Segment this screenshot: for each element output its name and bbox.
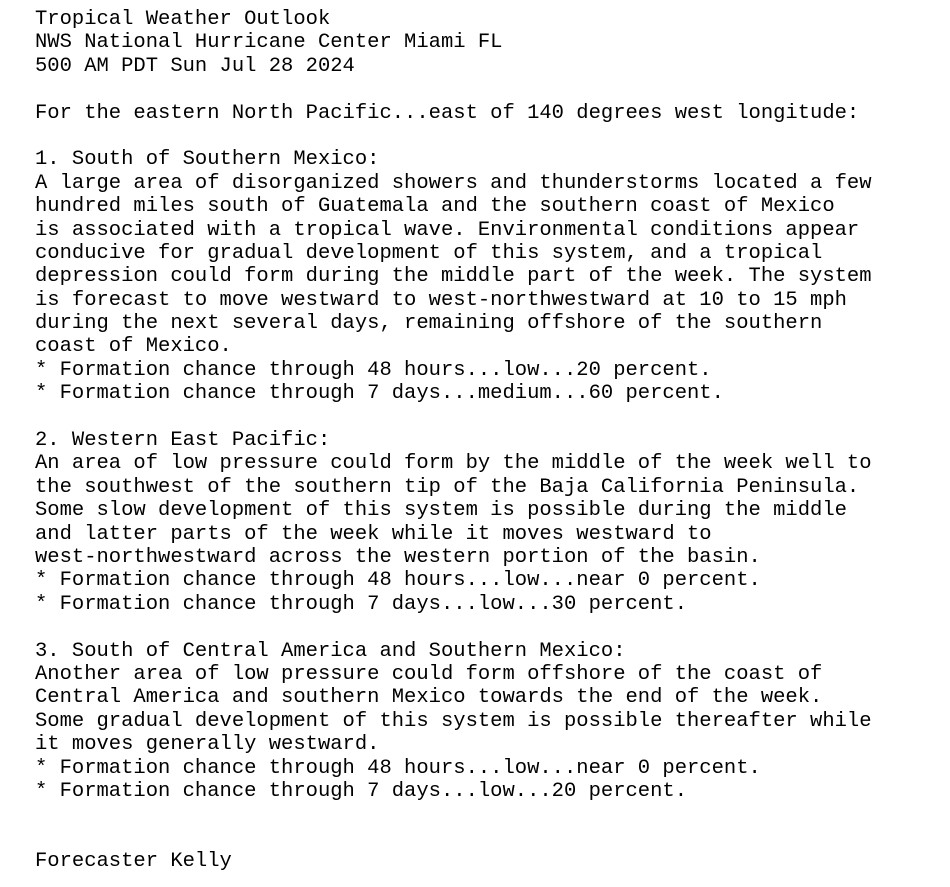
text-line: hundred miles south of Guatemala and the southern coast of Mexico — [35, 195, 835, 219]
text-line: Some gradual development of this system is possible thereafter while — [35, 709, 872, 733]
text-line: is forecast to move westward to west-northwestward at 10 to 15 mph — [35, 288, 847, 312]
outlook-text — [35, 8, 872, 873]
text-line: and latter parts of the week while it moves westward to — [35, 522, 712, 546]
text-line: Central America and southern Mexico towards the end of the week. — [35, 686, 823, 710]
text-line — [35, 827, 872, 850]
text-line: 500 AM PDT Sun Jul 28 2024 — [35, 54, 355, 78]
text-line: * Formation chance through 7 days...medium...60 percent. — [35, 382, 724, 406]
text-line: is associated with a tropical wave. Environmental conditions appear — [35, 218, 860, 242]
text-line: Another area of low pressure could form offshore of the coast of — [35, 662, 823, 686]
text-line: it moves generally westward. — [35, 733, 380, 757]
text-line: 3. South of Central America and Southern Mexico: — [35, 639, 626, 663]
text-line: Tropical Weather Outlook — [35, 8, 331, 31]
text-line: during the next several days, remaining offshore of the southern — [35, 312, 823, 336]
text-line: * Formation chance through 7 days...low...20 percent. — [35, 779, 688, 803]
text-line: * Formation chance through 48 hours...low...20 percent. — [35, 358, 712, 382]
text-line: the southwest of the southern tip of the Baja California Peninsula. — [35, 475, 860, 499]
text-line: For the eastern North Pacific...east of 140 degrees west longitude: — [35, 101, 860, 125]
text-line: Some slow development of this system is possible during the middle — [35, 499, 847, 523]
text-line: * Formation chance through 48 hours...low...near 0 percent. — [35, 756, 761, 780]
text-line: An area of low pressure could form by the middle of the week well to — [35, 452, 872, 476]
text-line: west-northwestward across the western portion of the basin. — [35, 545, 761, 569]
text-line — [35, 125, 872, 148]
text-line: * Formation chance through 7 days...low...30 percent. — [35, 592, 688, 616]
text-line: coast of Mexico. — [35, 335, 232, 359]
text-line: * Formation chance through 48 hours...low...near 0 percent. — [35, 569, 761, 593]
text-line — [35, 406, 872, 429]
text-line: 1. South of Southern Mexico: — [35, 148, 380, 172]
text-line: conducive for gradual development of this system, and a tropical — [35, 241, 823, 265]
text-line: NWS National Hurricane Center Miami FL — [35, 31, 503, 55]
text-line — [35, 616, 872, 639]
text-line — [35, 78, 872, 101]
text-line: A large area of disorganized showers and thunderstorms located a few — [35, 171, 872, 195]
text-line — [35, 803, 872, 826]
text-line: Forecaster Kelly — [35, 850, 232, 874]
text-line: 2. Western East Pacific: — [35, 429, 331, 453]
text-line: depression could form during the middle part of the week. The system — [35, 265, 872, 289]
